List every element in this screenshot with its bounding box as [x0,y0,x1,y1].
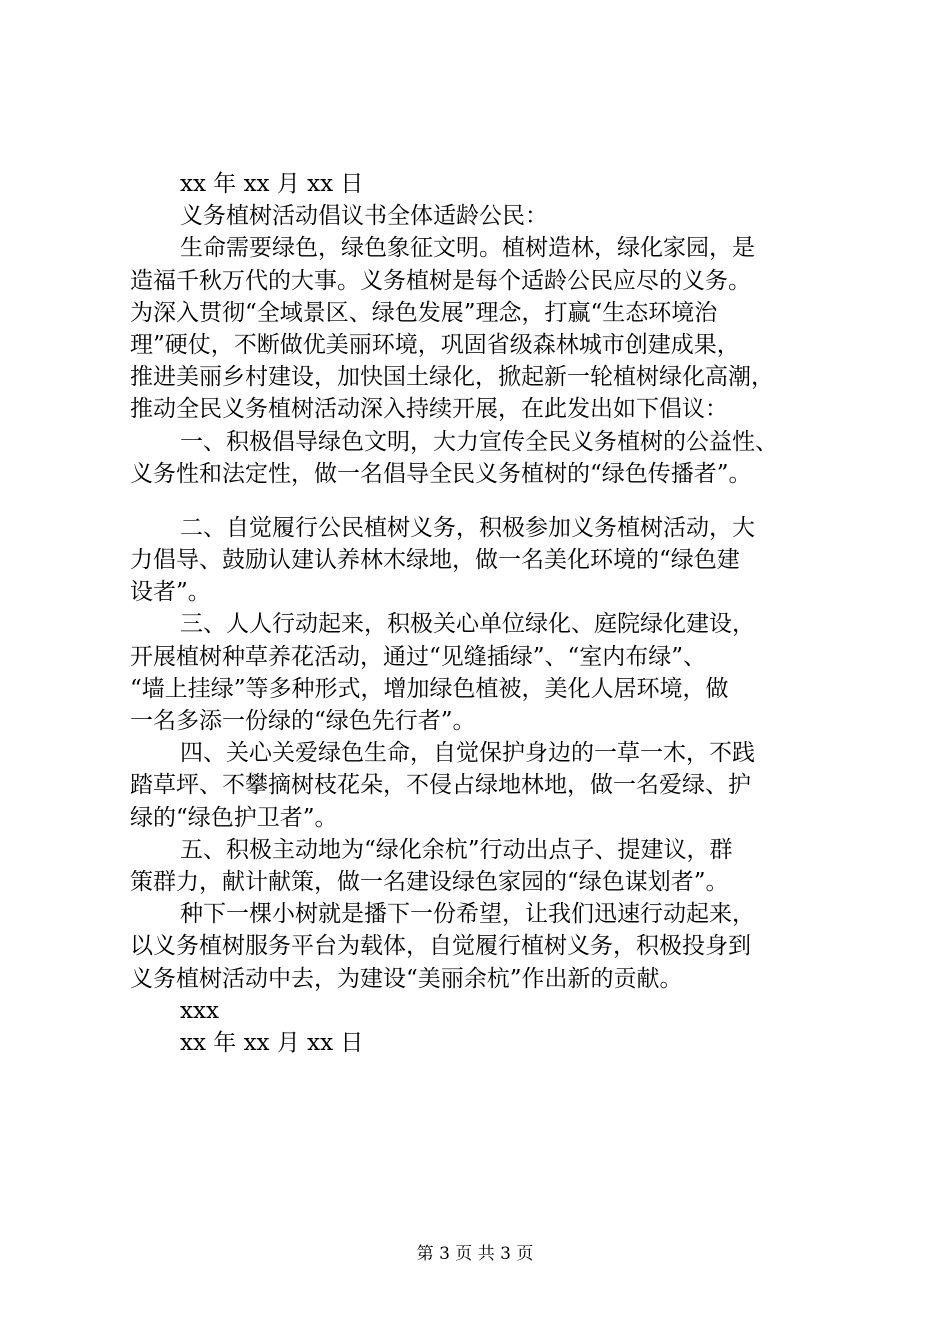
title-line: 义务植树活动倡议书全体适龄公民： [180,203,548,230]
signature: xxx [180,997,219,1024]
item-3-paragraph [130,608,832,737]
date-top: xx 年 xx 月 xx 日 [180,171,364,197]
item-2-paragraph [130,512,832,609]
closing-line: 种下一棵小树就是播下一份希望，让我们迅速行动起来， [180,901,755,928]
item-3-line: 三、人人行动起来，积极关心单位绿化、庭院绿化建设， [180,611,755,638]
item-2-line: 二、自觉履行公民植树义务，积极参加义务植树活动，大 [180,514,755,541]
item-1-line: 一、积极倡导绿色文明，大力宣传全民义务植树的公益性、 [180,428,778,455]
item-2-line: 设者”。 [130,579,211,606]
item-4-line: 四、关心关爱绿色生命，自觉保护身边的一草一木，不践 [180,740,755,767]
item-3-line: 开展植树种草养花活动，通过“见缝插绿”、“室内布绿”、 [130,643,707,670]
closing-paragraph [130,898,832,995]
intro-line: 为深入贯彻“全域景区、绿色发展”理念，打赢“生态环境治 [130,299,718,326]
paragraph-gap [130,490,832,512]
item-3-line: 一名多添一份绿的“绿色先行者”。 [130,708,476,734]
closing-line: 义务植树活动中去，为建设“美丽余杭”作出新的贡献。 [130,965,683,992]
page-number: 第 3 页 共 3 页 [416,1244,534,1264]
intro-line: 造福千秋万代的大事。义务植树是每个适龄公民应尽的义务。 [130,267,751,294]
item-4-paragraph [130,737,832,834]
item-3-line: “墙上挂绿”等多种形式，增加绿色植被，美化人居环境，做 [130,675,729,702]
item-5-paragraph [130,834,832,898]
intro-paragraph [130,232,832,425]
item-4-line: 绿的“绿色护卫者”。 [130,804,338,831]
intro-line: 生命需要绿色，绿色象征文明。植树造林，绿化家园，是 [180,235,755,262]
item-1-paragraph [130,426,832,490]
date-bottom: xx 年 xx 月 xx 日 [180,1029,364,1056]
item-5-line: 五、积极主动地为“绿化余杭”行动出点子、提建议，群 [180,836,733,863]
item-2-line: 力倡导、鼓励认建认养林木绿地，做一名美化环境的“绿色建 [130,547,740,574]
item-4-line: 踏草坪、不攀摘树枝花朵，不侵占绿地林地，做一名爱绿、护 [130,772,751,799]
intro-line: 推动全民义务植树活动深入持续开展，在此发出如下倡议： [130,396,728,423]
item-5-line: 策群力，献计献策，做一名建设绿色家园的“绿色谋划者”。 [130,868,729,895]
intro-line: 推进美丽乡村建设，加快国土绿化，掀起新一轮植树绿化高潮， [130,364,774,391]
intro-line: 理”硬仗，不断做优美丽环境，巩固省级森林城市创建成果， [130,331,740,358]
item-1-line: 义务性和法定性，做一名倡导全民义务植树的“绿色传播者”。 [130,460,752,487]
closing-line: 以义务植树服务平台为载体，自觉履行植树义务，积极投身到 [130,933,751,960]
document-body [130,168,832,1059]
